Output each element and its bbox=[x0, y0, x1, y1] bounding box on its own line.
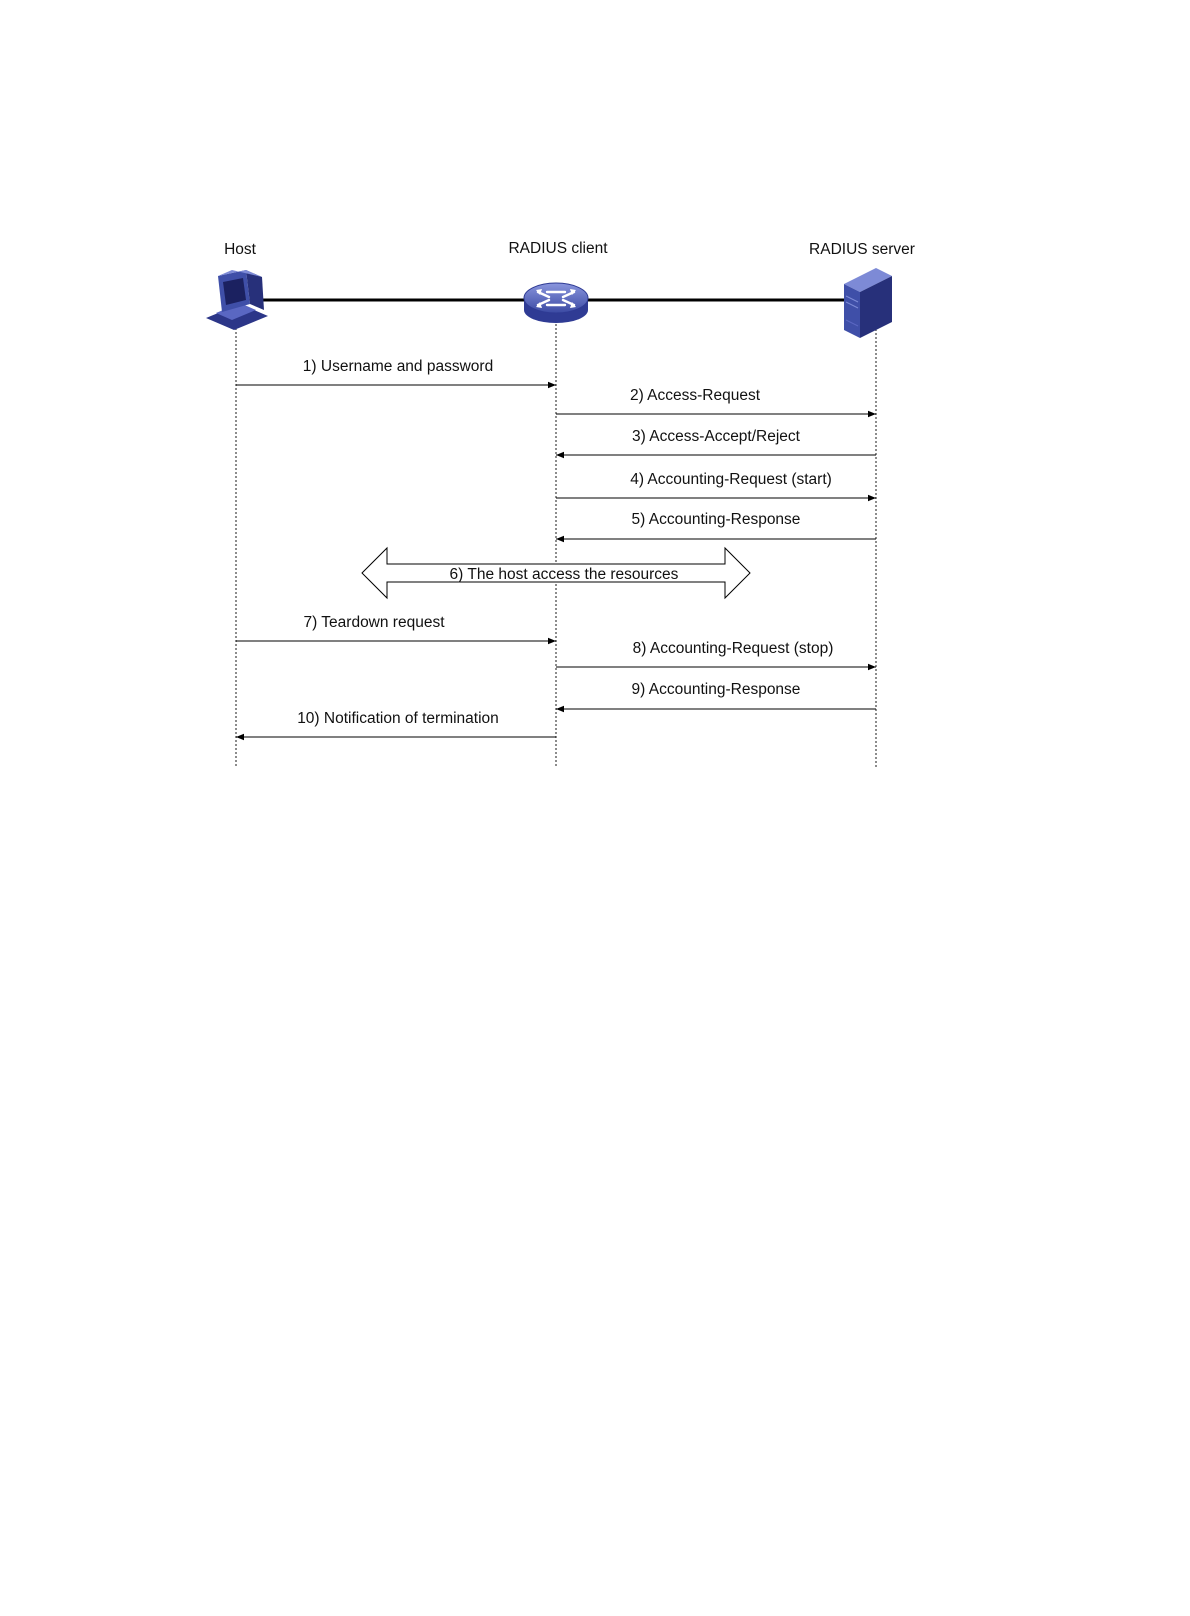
message-2-label: 2) Access-Request bbox=[629, 387, 761, 404]
participant-label-client: RADIUS client bbox=[508, 240, 608, 257]
message-10 bbox=[236, 710, 556, 737]
message-4 bbox=[556, 471, 876, 498]
message-3-label: 3) Access-Accept/Reject bbox=[632, 428, 800, 445]
participant-label-host: Host bbox=[224, 241, 256, 258]
message-1-label: 1) Username and password bbox=[302, 358, 494, 375]
message-3 bbox=[556, 428, 876, 455]
message-8-label: 8) Accounting-Request (stop) bbox=[632, 640, 834, 657]
message-7 bbox=[236, 614, 556, 641]
message-5 bbox=[556, 511, 876, 539]
participant-label-server: RADIUS server bbox=[809, 241, 915, 258]
message-4-label: 4) Accounting-Request (start) bbox=[630, 471, 832, 488]
message-7-label: 7) Teardown request bbox=[303, 614, 445, 631]
message-2 bbox=[556, 387, 876, 414]
message-10-label: 10) Notification of termination bbox=[297, 710, 499, 727]
message-1 bbox=[236, 358, 556, 385]
message-8 bbox=[556, 640, 876, 667]
message-6 bbox=[362, 548, 750, 598]
message-6-label: 6) The host access the resources bbox=[449, 566, 679, 583]
computer-icon bbox=[206, 270, 268, 330]
message-9 bbox=[556, 681, 876, 709]
server-icon bbox=[844, 268, 892, 338]
router-switch-icon bbox=[524, 283, 588, 323]
message-9-label: 9) Accounting-Response bbox=[631, 681, 801, 698]
message-5-label: 5) Accounting-Response bbox=[631, 511, 801, 528]
